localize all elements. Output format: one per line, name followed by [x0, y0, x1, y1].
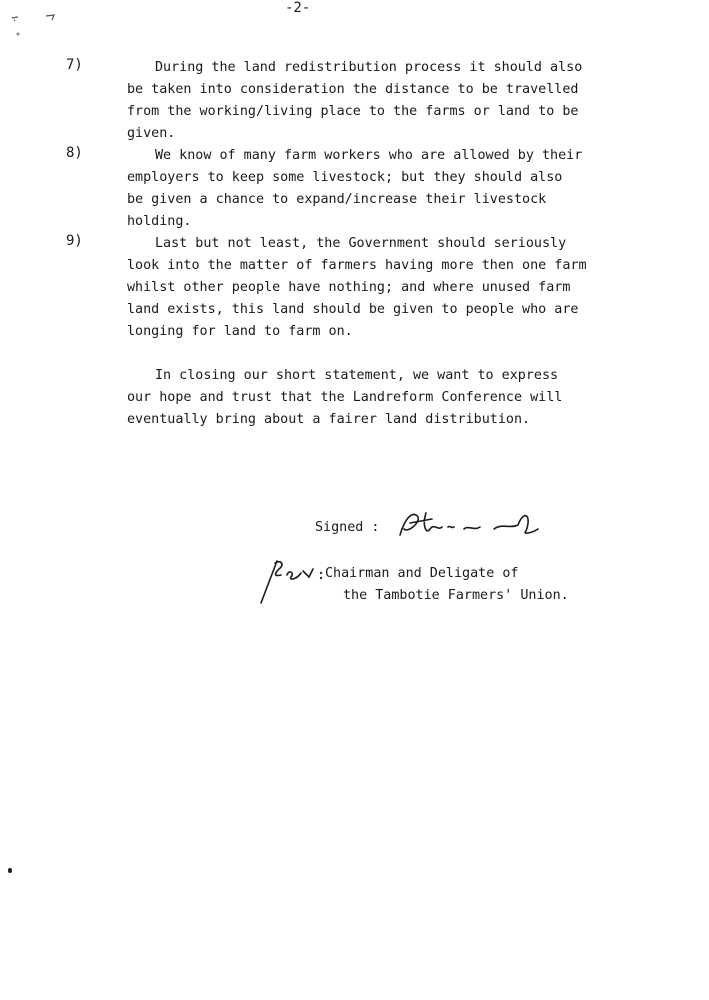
scan-specks — [10, 14, 70, 44]
item-line: employers to keep some livestock; but they should also — [127, 170, 563, 185]
item-line: Last but not least, the Government should seriously — [155, 236, 567, 251]
item-number: 8) — [66, 145, 83, 161]
item-line: given. — [127, 126, 176, 141]
item-line: holding. — [127, 214, 192, 229]
signatory-title: Chairman and Deligate of — [325, 566, 519, 581]
item-line: land exists, this land should be given to people who are — [127, 302, 579, 317]
page-number: -2- — [285, 0, 311, 16]
item-line: be given a chance to expand/increase their livestock — [127, 192, 547, 207]
scan-speck — [8, 868, 12, 873]
handwritten-initials — [255, 555, 327, 607]
item-number: 9) — [66, 233, 83, 249]
item-line: During the land redistribution process it should also — [155, 60, 583, 75]
item-line: longing for land to farm on. — [127, 324, 353, 339]
item-line: whilst other people have nothing; and where unused farm — [127, 280, 571, 295]
closing-line: In closing our short statement, we want to express — [155, 368, 559, 383]
signatory-org: the Tambotie Farmers' Union. — [343, 588, 569, 603]
handwritten-signature — [392, 505, 542, 545]
item-line: We know of many farm workers who are allowed by their — [155, 148, 583, 163]
item-line: look into the matter of farmers having more then one farm — [127, 258, 587, 273]
item-line: from the working/living place to the farms or land to be — [127, 104, 579, 119]
signed-label: Signed : — [315, 520, 380, 535]
closing-line: eventually bring about a fairer land distribution. — [127, 412, 531, 427]
item-number: 7) — [66, 57, 83, 73]
item-line: be taken into consideration the distance to be travelled — [127, 82, 579, 97]
closing-line: our hope and trust that the Landreform Conference will — [127, 390, 563, 405]
